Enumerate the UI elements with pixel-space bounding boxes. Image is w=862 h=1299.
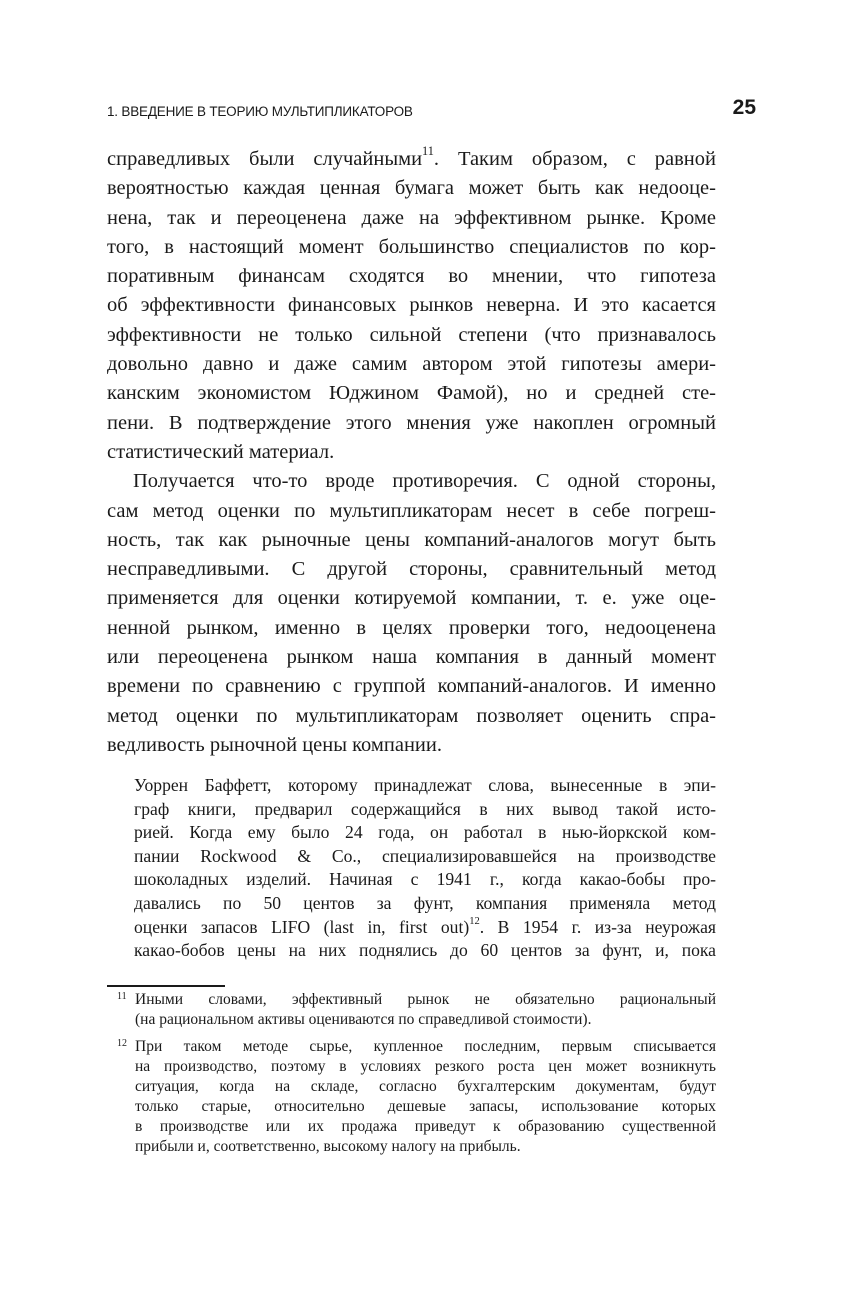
quote-line: граф книги, предварил содержащийся в них вывод такой исто- bbox=[134, 798, 716, 819]
text-line: того, в настоящий момент большинство специалистов по кор- bbox=[107, 235, 716, 258]
footnote-line: Иными словами, эффективный рынок не обязательно рациональный bbox=[135, 991, 716, 1008]
quote-line: шоколадных изделий. Начиная с 1941 г., когда какао-бобы про- bbox=[134, 869, 716, 890]
text-line: времени по сравнению с группой компаний-аналогов. И именно bbox=[107, 675, 716, 698]
page-number: 25 bbox=[732, 96, 756, 119]
footnote-number: 11 bbox=[117, 991, 127, 1002]
text-line: нена, так и переоценена даже на эффективном рынке. Кроме bbox=[107, 206, 716, 229]
footnote-12 bbox=[107, 1037, 716, 1157]
quote-line: рией. Когда ему было 24 года, он работал в нью-йоркской ком- bbox=[134, 822, 716, 843]
text-line: довольно давно и даже самим автором этой гипотезы амери- bbox=[107, 353, 716, 376]
text-line: канским экономистом Юджином Фамой), но и средней сте- bbox=[107, 382, 716, 405]
text-line: статистический материал. bbox=[107, 440, 335, 463]
main-text bbox=[107, 145, 716, 760]
quote-line: Уоррен Баффетт, которому принадлежат слова, вынесенные в эпи- bbox=[134, 775, 716, 795]
footnote-line: на производство, поэтому в условиях резкого роста цен может возникнуть bbox=[135, 1058, 716, 1075]
footnote-line: При таком методе сырье, купленное последним, первым списывается bbox=[135, 1038, 716, 1055]
running-head: 1. ВВЕДЕНИЕ В ТЕОРИЮ МУЛЬТИПЛИКАТОРОВ bbox=[107, 104, 413, 119]
text-line: или переоценена рынком наша компания в данный момент bbox=[107, 646, 716, 669]
text-line: об эффективности финансовых рынков неверна. И это касается bbox=[107, 294, 716, 317]
text-line: эффективности не только сильной степени (что признавалось bbox=[107, 323, 716, 346]
text-line: Получается что-то вроде противоречия. С одной стороны, bbox=[133, 470, 716, 493]
text-line: ведливость рыночной цены компании. bbox=[107, 733, 442, 756]
block-quote bbox=[134, 774, 716, 963]
text-line: вероятностью каждая ценная бумага может быть как недооце- bbox=[107, 177, 716, 200]
quote-line: давались по 50 центов за фунт, компания применяла метод bbox=[134, 892, 716, 913]
footnote-line: прибыли и, соответственно, высокому налогу на прибыль. bbox=[135, 1138, 521, 1155]
text-line: сам метод оценки по мультипликаторам несет в себе погреш- bbox=[107, 499, 716, 522]
quote-line: пании Rockwood & Co., специализировавшейся на производстве bbox=[134, 845, 716, 866]
footnote-line: в производстве или их продажа приведут к образованию существенной bbox=[135, 1118, 716, 1135]
footnote-line: ситуация, когда на складе, согласно бухгалтерским документам, будут bbox=[135, 1078, 716, 1095]
footnotes bbox=[107, 990, 716, 1164]
quote-line: какао-бобов цены на них поднялись до 60 центов за фунт, и, пока bbox=[134, 940, 716, 961]
text-line: ненной рынком, именно в целях проверки того, недооценена bbox=[107, 616, 716, 639]
text-line: применяется для оценки котируемой компании, т. е. уже оце- bbox=[107, 587, 716, 610]
footnote-number: 12 bbox=[117, 1038, 127, 1049]
text-line: метод оценки по мультипликаторам позволяет оценить спра- bbox=[107, 704, 716, 727]
footnote-ref-12[interactable]: 12 bbox=[469, 916, 480, 928]
paragraph-1 bbox=[107, 145, 716, 467]
footnote-11 bbox=[107, 990, 716, 1030]
text-line: пени. В подтверждение этого мнения уже накоплен огромный bbox=[107, 411, 716, 434]
paragraph-2 bbox=[107, 467, 716, 760]
text-line: ность, так как рыночные цены компаний-аналогов могут быть bbox=[107, 528, 716, 551]
footnote-line: (на рациональном активы оцениваются по справедливой стоимости). bbox=[135, 1011, 592, 1028]
text-line: поративным финансам сходятся во мнении, что гипотеза bbox=[107, 265, 716, 288]
footnote-ref-11[interactable]: 11 bbox=[422, 144, 434, 159]
text-line: справедливых были случайными$^{11}$. Таким образом, с равной bbox=[107, 144, 716, 170]
quote-line: оценки запасов LIFO (last in, first out)$^{12}$. В 1954 г. из-за неурожая bbox=[134, 916, 716, 937]
text-line: несправедливыми. С другой стороны, сравнительный метод bbox=[107, 558, 716, 581]
footnote-line: только старые, относительно дешевые запасы, использование которых bbox=[135, 1098, 716, 1115]
